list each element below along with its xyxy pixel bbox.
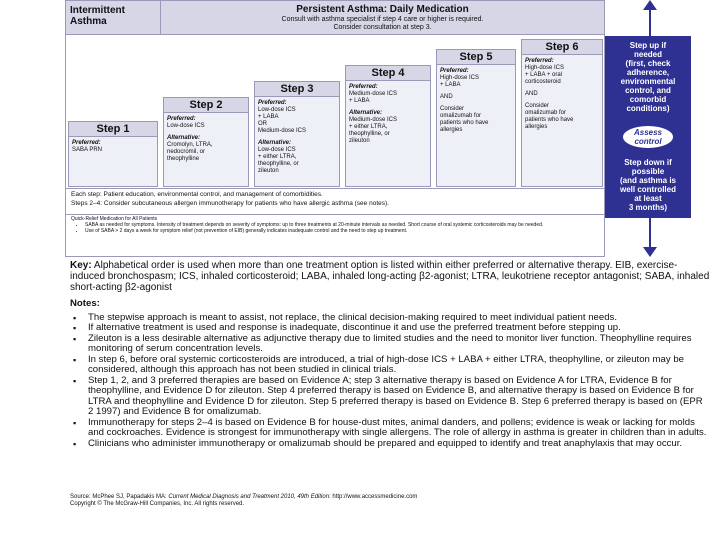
step-down-line: possible	[631, 167, 665, 176]
quick-relief-item: • Use of SABA > 2 days a week for symptom relief (not prevention of EIB) generally indicates inadequate control and the need to step up treatment.	[85, 228, 599, 234]
persistent-subtitle-2: Consider consultation at step 3.	[333, 24, 432, 31]
step-6-line: + LABA + oral	[525, 72, 563, 78]
quick-relief-item: • SABA as needed for symptoms. Intensity of treatment depends on severity of symptoms: up to three treatments at 20-minute intervals as needed. Short course of oral systemic corticosteroids may be needed.	[85, 222, 599, 228]
step-6-label: Step 6	[522, 40, 602, 55]
step-4-line: Alternative:	[349, 110, 383, 116]
step-up-line: comorbid	[629, 95, 667, 104]
step-3-line: Low-dose ICS	[258, 147, 296, 153]
source-url[interactable]: http://www.accessmedicine.com	[330, 494, 418, 500]
quick-relief-section	[66, 214, 604, 257]
step-6-line: allergies	[525, 124, 548, 130]
step-1-line: SABA PRN	[72, 147, 103, 153]
step-4-line: theophylline, or	[349, 131, 390, 137]
step-3-line: zileuton	[258, 168, 279, 174]
stepwise-diagram	[65, 0, 605, 257]
step-2-label: Step 2	[164, 98, 248, 113]
step-5-line: Consider	[440, 106, 465, 112]
intermittent-header: Intermittent Asthma	[66, 1, 161, 35]
step-2-line: theophylline	[167, 156, 200, 162]
assess-control-badge	[623, 126, 673, 148]
step-6-line: corticosteroid	[525, 79, 561, 85]
note-item: ▪ The stepwise approach is meant to assist, not replace, the clinical decision-making required to meet individual patient needs.	[88, 313, 710, 324]
source-book: Current Medical Diagnosis and Treatment 2010, 49th Edition:	[168, 494, 331, 500]
steps-2-4-line: Steps 2–4: Consider subcutaneous allergen immunotherapy for patients who have allergic asthma (see notes).	[71, 200, 389, 207]
step-2-line: Alternative:	[167, 135, 201, 141]
step-6-line: Preferred:	[525, 58, 554, 64]
step-2-box	[163, 97, 249, 187]
step-3-line: OR	[258, 121, 267, 127]
step-up-line: environmental	[620, 77, 676, 86]
step-4-line: zileuton	[349, 138, 370, 144]
step-down-text	[605, 158, 691, 212]
step-1-label: Step 1	[69, 122, 157, 137]
step-up-down-panel	[605, 36, 691, 218]
step-up-line: conditions)	[626, 104, 670, 113]
step-4-box	[345, 65, 431, 187]
step-4-label: Step 4	[346, 66, 430, 81]
step-3-line: Preferred:	[258, 100, 287, 106]
step-3-line: Medium-dose ICS	[258, 128, 307, 134]
step-5-line: High-dose ICS	[440, 75, 480, 81]
key-text: Alphabetical order is used when more than one treatment option is listed within either preferred or alternative therapy. EIB, exercise-induced bronchospasm; ICS, inhaled corticosteroid; LABA, inhaled long-acting β2-agonist; LTRA, leukotriene receptor antagonist; SABA, inhaled short-acting β2-agonist	[70, 260, 710, 293]
step-3-label: Step 3	[255, 82, 339, 97]
step-up-line: (first, check	[625, 59, 671, 68]
step-6-line: patients who have	[525, 117, 574, 123]
step-3-line: Alternative:	[258, 140, 292, 146]
step-3-line: theophylline, or	[258, 161, 299, 167]
step-up-text	[605, 41, 691, 113]
step-5-body	[440, 68, 513, 134]
assess-line: control	[634, 137, 662, 146]
step-3-line: Low-dose ICS	[258, 107, 296, 113]
step-5-box	[436, 49, 516, 187]
source-copyright: Copyright © The McGraw-Hill Companies, Inc. All rights reserved.	[70, 501, 245, 507]
source-citation	[70, 494, 470, 508]
persistent-subtitle-1: Consult with asthma specialist if step 4 care or higher is required.	[281, 16, 484, 23]
source-prefix: Source: McPhee SJ, Papadakis MA:	[70, 494, 169, 500]
step-2-line: Low-dose ICS	[167, 123, 205, 129]
step-4-line: Preferred:	[349, 84, 378, 90]
step-down-line: (and asthma is	[619, 176, 676, 185]
step-6-body	[525, 58, 600, 131]
step-3-line: + either LTRA,	[258, 154, 297, 160]
step-4-line: + LABA	[349, 98, 370, 104]
step-4-line: + either LTRA,	[349, 124, 388, 130]
step-up-line: needed	[633, 50, 662, 59]
quick-relief-list	[71, 222, 599, 234]
step-down-line: at least	[634, 194, 662, 203]
note-item: ▪ In step 6, before oral systemic corticosteroids are introduced, a trial of high-dose ICS + LABA + either LTRA, theophylline, or zileuton may be considered, although this approach has not been studied in clinical trials.	[88, 355, 710, 376]
step-up-line: adherence,	[626, 68, 670, 77]
step-1-body	[72, 140, 155, 154]
step-5-line: Preferred:	[440, 68, 469, 74]
step-down-line: Step down if	[624, 158, 672, 167]
common-measures	[66, 188, 604, 214]
each-step-line: Each step: Patient education, environmental control, and management of comorbidities.	[71, 191, 323, 198]
note-item: ▪ Clinicians who administer immunotherapy or omalizumab should be prepared and equipped to identify and treat anaphylaxis that may occur.	[88, 439, 710, 450]
note-item: ▪ Zileuton is a less desirable alternative as adjunctive therapy due to limited studies and the need to monitor liver function. Theophylline requires monitoring of serum concentration levels.	[88, 334, 710, 355]
note-item: ▪ Immunotherapy for steps 2–4 is based on Evidence B for house-dust mites, animal danders, and pollens; evidence is weak or lacking for molds and cockroaches. Evidence is strongest for immunotherapy with single allergens. The role of allergy in asthma is greater in children than in adults.	[88, 418, 710, 439]
key-label: Key:	[70, 260, 92, 271]
step-5-line: + LABA	[440, 82, 461, 88]
notes-title: Notes:	[70, 298, 100, 309]
step-2-line: Preferred:	[167, 116, 196, 122]
step-down-line: 3 months)	[628, 203, 668, 212]
step-5-label: Step 5	[437, 50, 515, 65]
step-up-line: control, and	[625, 86, 671, 95]
persistent-header	[161, 1, 604, 35]
step-up-line: Step up if	[629, 41, 667, 50]
step-6-line: High-dose ICS	[525, 65, 565, 71]
note-item: ▪ Step 1, 2, and 3 preferred therapies are based on Evidence A; step 3 alternative therapy is based on Evidence A for LTRA, Evidence B for theophylline, and Evidence D for zileuton. Step 4 preferred therapy is based on Evidence B, and alternative therapy is based on Evidence B for LTRA and theophylline and Evidence D for zileuton. Step 5 preferred therapy is based on Evidence B. Step 6 preferred therapy is based on (EPR 2 1997) and Evidence B for omalizumab.	[88, 376, 710, 418]
step-5-line: omalizumab for	[440, 113, 482, 119]
step-3-box	[254, 81, 340, 187]
quick-relief-title: Quick-Relief Medication for All Patients	[71, 216, 158, 222]
notes-list	[70, 313, 710, 450]
step-6-line: Consider	[525, 103, 550, 109]
step-3-line: + LABA	[258, 114, 279, 120]
step-down-line: well controlled	[619, 185, 676, 194]
key-paragraph	[70, 260, 710, 293]
note-item: ▪ If alternative treatment is used and response is inadequate, discontinue it and use the preferred treatment before stepping up.	[88, 323, 710, 334]
step-5-line: AND	[440, 94, 453, 100]
step-4-line: Medium-dose ICS	[349, 117, 398, 123]
step-4-line: Medium-dose ICS	[349, 91, 398, 97]
step-6-box	[521, 39, 603, 187]
step-5-line: allergies	[440, 127, 463, 133]
step-1-line: Preferred:	[72, 140, 101, 146]
step-6-line: AND	[525, 91, 538, 97]
notes-section	[70, 299, 710, 449]
assess-line: Assess	[633, 128, 663, 137]
step-2-body	[167, 116, 246, 163]
step-2-line: nedocromil, or	[167, 149, 206, 155]
step-2-line: Cromolyn, LTRA,	[167, 142, 213, 148]
persistent-title: Persistent Asthma: Daily Medication	[296, 4, 469, 15]
step-1-box	[68, 121, 158, 187]
step-3-body	[258, 100, 337, 175]
step-4-body	[349, 84, 428, 145]
step-5-line: patients who have	[440, 120, 489, 126]
step-6-line: omalizumab for	[525, 110, 567, 116]
